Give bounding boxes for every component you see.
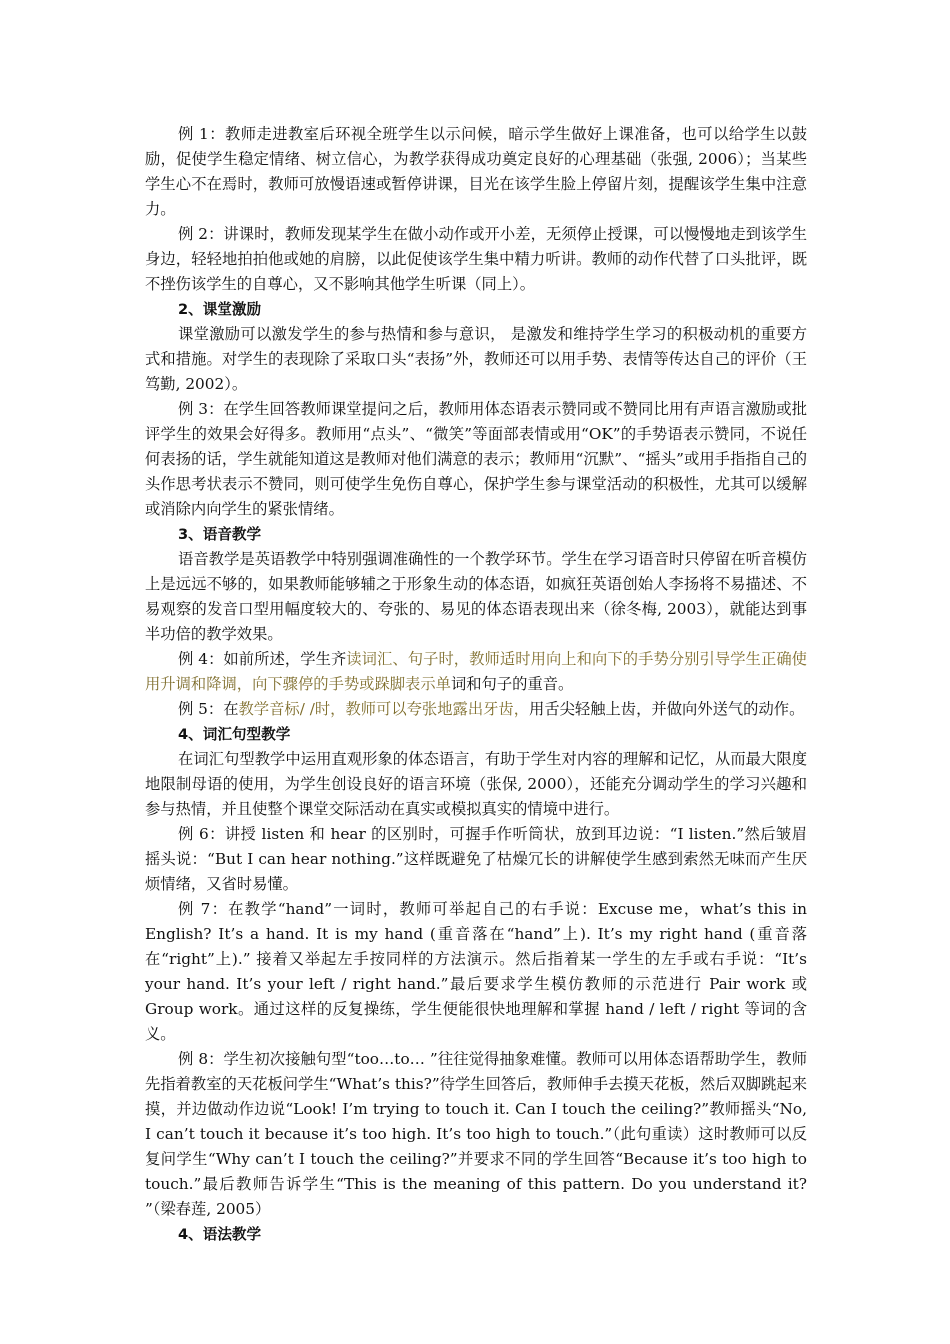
example-5 [145, 697, 807, 722]
paragraph-classroom-motivation: 课堂激励可以激发学生的参与热情和参与意识， 是激发和维持学生学习的积极动机的重要方式和措施。对学生的表现除了采取口头“表扬”外，教师还可以用手势、表情等传达自己的评价（王笃勤, 2002）。 [145, 325, 807, 393]
example-4 [145, 647, 807, 697]
example-6: 例 6：讲授 listen 和 hear 的区别时，可握手作听筒状，放到耳边说：“I listen.”然后皱眉摇头说：“But I can hear nothing.”这样既避免了枯燥冗长的讲解使学生感到索然无味而产生厌烦情绪，又省时易懂。 [145, 825, 807, 893]
paragraph-pronunciation: 语音教学是英语教学中特别强调准确性的一个教学环节。学生在学习语音时只停留在听音模仿上是远远不够的，如果教师能够辅之于形象生动的体态语，如疯狂英语创始人李扬将不易描述、不易观察的发音口型用幅度较大的、夸张的、易见的体态语表现出来（徐冬梅, 2003），就能达到事半功倍的教学效果。 [145, 550, 807, 643]
example-3: 例 3：在学生回答教师课堂提问之后，教师用体态语表示赞同或不赞同比用有声语言激励或批评学生的效果会好得多。教师用“点头”、“微笑”等面部表情或用“OK”的手势语表示赞同，不说任何表扬的话，学生就能知道这是教师对他们满意的表示；教师用“沉默”、“摇头”或用手指指自己的头作思考状表示不赞同，则可使学生免伤自尊心，保护学生参与课堂活动的积极性，尤其可以缓解或消除内向学生的紧张情绪。 [145, 400, 807, 518]
example-4-highlight: 读词汇、句子时，教师适时用向上和向下的手势分别引导学生正确使用升调和降调，向下骤停的手势或跺脚表示单 [145, 650, 807, 693]
section-heading-classroom-motivation: 2、课堂激励 [178, 301, 262, 318]
example-4-part-a: 例 4：如前所述，学生齐 [178, 650, 347, 668]
example-5-part-c: 用舌尖轻触上齿，并做向外送气的动作。 [529, 700, 805, 718]
example-7: 例 7：在教学“hand”一词时，教师可举起自己的右手说：Excuse me，what’s this in English? It’s a hand. It is my hand (重音落在“hand”上). It’s my right hand (重音落在“right”上).” 接着又举起左手按同样的方法演示。然后指着某一学生的左手或右手说：“It’s your hand. It’s your left / right hand.”最后要求学生模仿教师的示范进行 Pair work 或 Group work。通过这样的反复操练，学生便能很快地理解和掌握 hand / left / right 等词的含义。 [145, 900, 807, 1043]
section-heading-vocabulary: 4、词汇句型教学 [178, 726, 291, 743]
section-heading-grammar: 4、语法教学 [178, 1226, 262, 1243]
example-2: 例 2：讲课时，教师发现某学生在做小动作或开小差，无须停止授课，可以慢慢地走到该学生身边，轻轻地拍拍他或她的肩膀，以此促使该学生集中精力听讲。教师的动作代替了口头批评，既不挫伤该学生的自尊心，又不影响其他学生听课（同上）。 [145, 225, 807, 293]
example-5-part-a: 例 5：在 [178, 700, 239, 718]
example-1: 例 1：教师走进教室后环视全班学生以示问候，暗示学生做好上课准备，也可以给学生以鼓励，促使学生稳定情绪、树立信心，为教学获得成功奠定良好的心理基础（张强, 2006）；当某些学生心不在焉时，教师可放慢语速或暂停讲课，目光在该学生脸上停留片刻，提醒该学生集中注意力。 [145, 125, 807, 218]
example-4-part-c: 词和句子的重音。 [450, 675, 574, 693]
document-page [145, 122, 807, 1247]
example-8: 例 8：学生初次接触句型“too…to… ”往往觉得抽象难懂。教师可以用体态语帮助学生，教师先指着教室的天花板问学生“What’s this?”待学生回答后，教师伸手去摸天花板，然后双脚跳起来摸，并边做动作边说“Look! I’m trying to touch it. Can I touch the ceiling?”教师摇头“No, I can’t touch it because it’s too high. It’s too high to touch.”（此句重读）这时教师可以反复问学生“Why can’t I touch the ceiling?”并要求不同的学生回答“Because it’s too high to touch.”最后教师告诉学生“This is the meaning of this pattern. Do you understand it? ”（梁春莲, 2005） [145, 1050, 807, 1218]
paragraph-vocabulary: 在词汇句型教学中运用直观形象的体态语言，有助于学生对内容的理解和记忆，从而最大限度地限制母语的使用，为学生创设良好的语言环境（张保, 2000），还能充分调动学生的学习兴趣和参与热情，并且使整个课堂交际活动在真实或模拟真实的情境中进行。 [145, 750, 807, 818]
section-heading-pronunciation: 3、语音教学 [178, 526, 262, 543]
example-5-highlight: 教学音标/ /时，教师可以夸张地露出牙齿， [238, 700, 530, 718]
